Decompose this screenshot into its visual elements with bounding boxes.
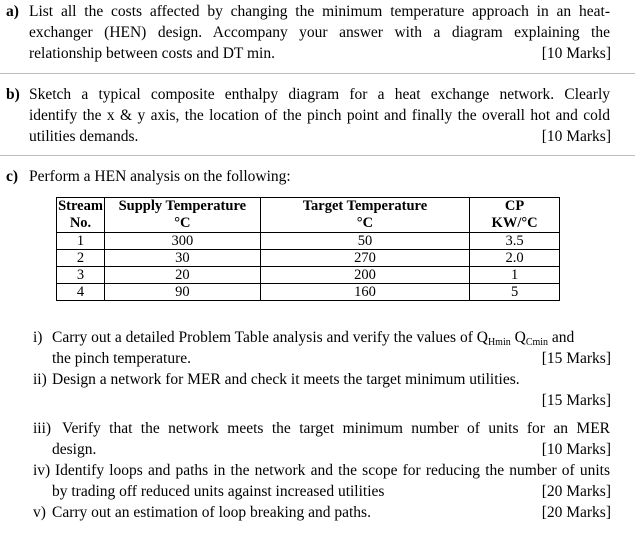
column-header-unit: KW/°C xyxy=(491,215,538,231)
part-v-line-1: Carry out an estimation of loop breaking and paths. xyxy=(52,504,371,521)
column-header-unit: No. xyxy=(69,215,92,231)
table-header-row xyxy=(57,198,560,233)
part-v-marks: [20 Marks] xyxy=(541,504,611,521)
table-cell: 90 xyxy=(104,284,260,301)
part-i-line-2: the pinch temperature. xyxy=(52,350,192,367)
part-iii-marks: [10 Marks] xyxy=(541,441,611,458)
table-cell: 1 xyxy=(470,267,560,284)
table-cell: 5 xyxy=(470,284,560,301)
column-header-line: Target Temperature xyxy=(302,198,428,214)
question-c-line-1: Perform a HEN analysis on the following: xyxy=(29,168,291,185)
table-cell: 4 xyxy=(57,284,105,301)
column-header-line: CP xyxy=(504,198,525,214)
section-divider xyxy=(0,73,635,74)
table-cell: 1 xyxy=(57,233,105,250)
part-iv-marks: [20 Marks] xyxy=(541,483,611,500)
section-divider xyxy=(0,155,635,156)
table-row xyxy=(57,284,560,301)
question-b-marks: [10 Marks] xyxy=(541,128,611,145)
table-cell: 30 xyxy=(104,250,260,267)
table-cell: 3.5 xyxy=(470,233,560,250)
column-header-unit: °C xyxy=(174,215,191,231)
table-cell: 270 xyxy=(260,250,470,267)
question-b-line-2: identify the x & y axis, the location of the pinch point and finally the overall hot and cold xyxy=(29,107,610,124)
part-ii-label: ii) xyxy=(33,371,47,388)
question-b-label: b) xyxy=(6,86,20,103)
part-ii-line-1: Design a network for MER and check it meets the target minimum utilities. xyxy=(52,371,520,388)
table-cell: 200 xyxy=(260,267,470,284)
question-c-label: c) xyxy=(6,168,19,185)
question-b-line-1: Sketch a typical composite enthalpy diagram for a heat exchange network. Clearly xyxy=(29,86,610,103)
part-iii-line-2: design. xyxy=(52,441,97,458)
question-a-label: a) xyxy=(6,3,19,20)
part-i-label: i) xyxy=(33,329,43,346)
part-v-label: v) xyxy=(33,504,46,521)
table-cell: 20 xyxy=(104,267,260,284)
column-header-supply-temperature xyxy=(104,198,260,233)
part-iv-label: iv) xyxy=(33,462,51,479)
table-row xyxy=(57,267,560,284)
column-header-stream xyxy=(57,198,105,233)
part-iii-label: iii) xyxy=(33,420,52,437)
table-cell: 2 xyxy=(57,250,105,267)
table-row xyxy=(57,250,560,267)
table-row xyxy=(57,233,560,250)
question-a-line-1: List all the costs affected by changing the minimum temperature approach in an heat- xyxy=(29,3,610,20)
table-cell: 160 xyxy=(260,284,470,301)
table-cell: 300 xyxy=(104,233,260,250)
part-ii-marks: [15 Marks] xyxy=(541,392,611,409)
part-i-text-end: and xyxy=(548,329,575,346)
part-i-line-1 xyxy=(52,329,574,348)
q-cmin-subscript: Cmin xyxy=(525,337,549,348)
stream-data-table xyxy=(56,197,560,301)
table-cell: 2.0 xyxy=(470,250,560,267)
question-a-line-3: relationship between costs and DT min. xyxy=(29,45,275,62)
column-header-line: Supply Temperature xyxy=(118,198,247,214)
question-b-line-3: utilities demands. xyxy=(29,128,139,145)
column-header-line: Stream xyxy=(58,198,103,214)
table-cell: 3 xyxy=(57,267,105,284)
part-iv-line-2: by trading off reduced units against increased utilities xyxy=(52,483,385,500)
column-header-target-temperature xyxy=(260,198,470,233)
question-a-line-2: exchanger (HEN) design. Accompany your answer with a diagram explaining the xyxy=(29,24,610,41)
part-i-text: Carry out a detailed Problem Table analysis and verify the values of Q xyxy=(52,329,488,346)
part-iv-line-1: Identify loops and paths in the network and the scope for reducing the number of units xyxy=(55,462,610,479)
column-header-unit: °C xyxy=(356,215,374,231)
table-cell: 50 xyxy=(260,233,470,250)
question-a-marks: [10 Marks] xyxy=(541,45,611,62)
q-hmin-subscript: Hmin xyxy=(487,337,511,348)
part-iii-line-1: Verify that the network meets the target minimum number of units for an MER xyxy=(62,420,610,437)
part-i-marks: [15 Marks] xyxy=(541,350,611,367)
part-i-q-cold: Q xyxy=(510,329,526,346)
column-header-cp xyxy=(470,198,560,233)
